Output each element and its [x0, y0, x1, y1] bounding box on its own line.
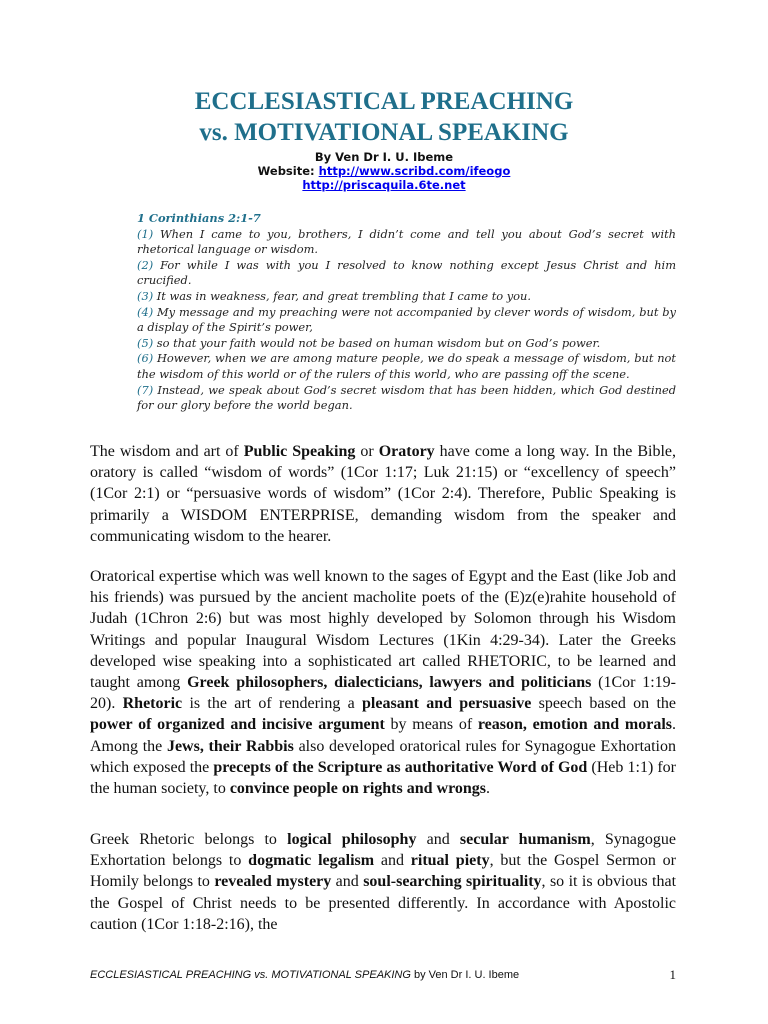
footer-title: ECCLESIASTICAL PREACHING vs. MOTIVATIONAL SPEAKING: [90, 969, 411, 981]
verse-list: [137, 227, 676, 414]
verse-number: (2): [137, 257, 154, 272]
verse-number: (6): [137, 351, 154, 366]
bold-term: pleasant and persuasive: [362, 695, 532, 713]
text-run: or: [355, 443, 379, 460]
verse-text: Instead, we speak about God’s secret wisdom that has been hidden, which God destined for our glory before the world began.: [137, 382, 676, 413]
footer-byline: by Ven Dr I. U. Ibeme: [410, 969, 520, 981]
bold-term: precepts of the Scripture as authoritative Word of God: [213, 758, 588, 776]
bold-term: Greek philosophers, dialecticians, lawyers and politicians: [187, 674, 592, 692]
body-paragraph-3: [90, 829, 676, 935]
text-run: by means of: [384, 716, 478, 734]
bold-term: Oratory: [378, 443, 435, 460]
bold-term: Jews, their Rabbis: [166, 737, 294, 755]
text-run: .: [486, 780, 491, 798]
text-run: and: [374, 852, 411, 870]
verse-text: When I came to you, brothers, I didn’t come and tell you about God’s secret with rhetorical language or wisdom.: [137, 226, 676, 257]
verse: [137, 383, 676, 414]
verse-text: For while I was with you I resolved to know nothing except Jesus Christ and him crucified.: [137, 257, 676, 288]
verse-number: (5): [137, 335, 154, 350]
author-line: By Ven Dr I. U. Ibeme: [314, 150, 454, 164]
verse-text: My message and my preaching were not accompanied by clever words of wisdom, but by a display of the Spirit’s power,: [137, 304, 676, 335]
body-paragraph-1: [90, 441, 676, 547]
website-label: Website:: [257, 164, 315, 178]
page-footer: [90, 968, 676, 982]
bold-term: ritual piety: [410, 852, 490, 870]
scripture-block: [137, 211, 676, 414]
bold-term: secular humanism: [459, 831, 591, 848]
bold-term: power of organized and incisive argument: [90, 716, 385, 734]
website-link-priscaquila[interactable]: http://priscaquila.6te.net: [302, 178, 466, 192]
text-run: Oratorical expertise which was well known to the sages of Egypt and the East (like Job and his friends) was pursued by the ancient macholite poets of the (E)z(e)rahite household of Judah (1Chron 2:6) but was most highly developed by Solomon through his Wisdom Writings and popular Inaugural Wisdom Lectures (1Kin 4:29-34). Later the Greeks developed wise speaking into a sophisticated art called RHETORIC, to be learned and taught among: [90, 568, 676, 692]
verse-number: (4): [137, 304, 154, 319]
verse: [137, 351, 676, 382]
text-run: have come a long way. In the Bible, oratory is called “wisdom of words” (1Cor 1:17; Luk 21:15) or “excellency of speech” (1Cor 2:1) or “persuasive words of wisdom” (1Cor 2:4). Therefore, Public Speaking is primarily a WISDOM ENTERPRISE, demanding wisdom from the speaker and communicating wisdom to the hearer.: [90, 443, 677, 545]
text-run: , so it is obvious that the Gospel of Christ needs to be presented differently. In accordance with Apostolic caution (1Cor 1:18-2:16), the: [90, 873, 677, 933]
verse-number: (7): [137, 382, 154, 397]
scripture-reference: 1 Corinthians 2:1-7: [137, 211, 261, 225]
bold-term: logical philosophy: [287, 831, 417, 848]
bold-term: reason, emotion and morals: [477, 716, 672, 734]
text-run: , Synagogue Exhortation belongs to: [90, 831, 676, 870]
bold-term: soul-searching spirituality: [363, 873, 542, 891]
verse: [137, 305, 676, 336]
text-run: . Among the: [90, 716, 676, 755]
verse-text: However, when we are among mature people, we do speak a message of wisdom, but not the wisdom of this world or of the rulers of this world, who are passing off the scene.: [137, 351, 676, 381]
text-run: and: [416, 831, 460, 848]
verse-text: so that your faith would not be based on human wisdom but on God’s power.: [153, 335, 601, 350]
text-run: (1Cor 1:19-20).: [90, 674, 677, 713]
verse-number: (1): [137, 226, 154, 241]
text-run: and: [331, 873, 364, 891]
bold-term: convince people on rights and wrongs: [229, 780, 487, 798]
text-run: The wisdom and art of: [90, 443, 244, 460]
bold-term: Public Speaking: [243, 443, 356, 460]
verse: [137, 289, 676, 305]
verse: [137, 336, 676, 352]
verse-number: (3): [137, 288, 154, 303]
bold-term: Rhetoric: [122, 695, 183, 713]
website-link-scribd[interactable]: http://www.scribd.com/ifeogo: [318, 164, 511, 178]
verse-text: It was in weakness, fear, and great trembling that I came to you.: [153, 288, 531, 303]
website-line-2: [0, 177, 768, 193]
text-run: speech based on the: [531, 695, 676, 713]
bold-term: dogmatic legalism: [248, 852, 375, 870]
text-run: (Heb 1:1) for the human society, to: [90, 758, 677, 798]
text-run: , but the Gospel Sermon or Homily belongs to: [90, 852, 677, 891]
page-number: 1: [669, 967, 676, 982]
verse: [137, 227, 676, 258]
text-run: also developed oratorical rules for Synagogue Exhortation which exposed the: [90, 737, 676, 776]
verse: [137, 258, 676, 289]
body-paragraph-2: [90, 566, 676, 799]
text-run: is the art of rendering a: [182, 695, 363, 713]
title-line-2: vs. MOTIVATIONAL SPEAKING: [199, 119, 569, 146]
text-run: Greek Rhetoric belongs to: [90, 831, 288, 848]
bold-term: revealed mystery: [214, 873, 332, 891]
title-line-1: ECCLESIASTICAL PREACHING: [194, 88, 574, 115]
